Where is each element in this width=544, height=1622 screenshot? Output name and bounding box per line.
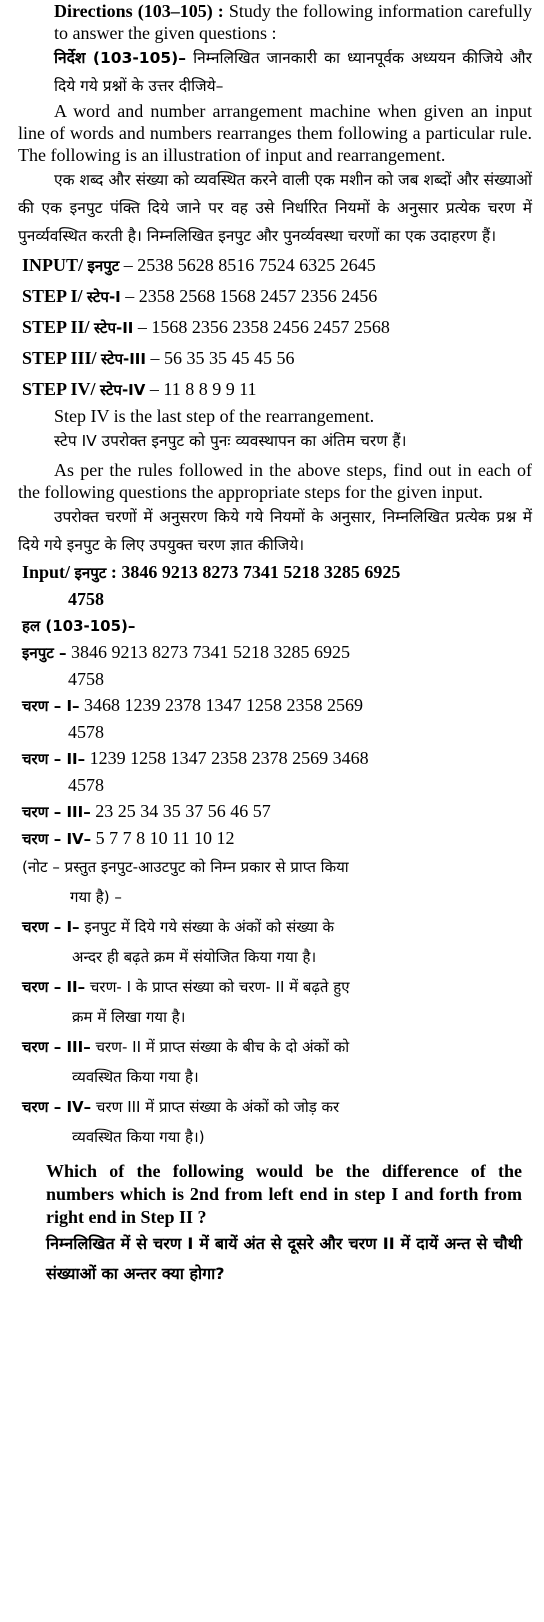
- example-steps: [18, 250, 532, 405]
- intro-english: A word and number arrangement machine when given an input line of words and numbers rearranges them following a particular rule. The following is an illustration of input and rearrangement.: [18, 101, 532, 165]
- note-intro-cont: गया है) –: [70, 888, 122, 906]
- input-value: : 3846 9213 8273 7341 5218 3285 6925: [110, 562, 401, 582]
- solution-step-4: चरण – IV– 5 7 7 8 10 11 10 12: [22, 828, 235, 848]
- rules-english: As per the rules followed in the above steps, find out in each of the following questions the appropriate steps for the given input.: [18, 460, 532, 502]
- directions-label: Directions (103–105) :: [54, 1, 224, 21]
- example-step-2: STEP II/ स्टेप-II – 1568 2356 2358 2456 2457 2568: [22, 317, 390, 337]
- note-item-4: चरण – IV– चरण III में प्राप्त संख्या के अंकों को जोड़ कर: [22, 1098, 340, 1116]
- note: (नोट – प्रस्तुत इनपुट-आउटपुट को निम्न प्रकार से प्राप्त किया गया है) – चरण – I– इनपुट में दिये गये संख्या के अंकों को संख्या के अन्दर ही बढ़ते क्रम में संयोजित किया गया है। चरण – II– चरण- I के प्राप्त संख्या को चरण- II में बढ़ते हुए क्रम में लिखा गया है। चरण – III– चरण- II में प्राप्त संख्या के बीच के दो अंकों को व्यवस्थित किया गया है। चरण – IV– चरण III में प्राप्त संख्या के अंकों को जोड़ कर व्यवस्थित किया गया है।): [18, 852, 532, 1152]
- input-value-cont: 4758: [68, 589, 104, 609]
- note-item-3: चरण – III– चरण- II में प्राप्त संख्या के बीच के दो अंकों को: [22, 1038, 350, 1056]
- example-step-1: STEP I/ स्टेप-I – 2358 2568 1568 2457 2356 2456: [22, 286, 378, 306]
- note-item-1: चरण – I– इनपुट में दिये गये संख्या के अंकों को संख्या के: [22, 918, 334, 936]
- question-english: Which of the following would be the difference of the numbers which is 2nd from left end in step I and forth from right end in Step II ?: [46, 1161, 522, 1227]
- rules-hindi: उपरोक्त चरणों में अनुसरण किये गये नियमों के अनुसार, निम्नलिखित प्रत्येक प्रश्न में दिये गये इनपुट के लिए उपयुक्त चरण ज्ञात कीजिये।: [18, 508, 532, 554]
- example-step-4: STEP IV/ स्टेप-IV – 11 8 8 9 9 11: [22, 379, 257, 399]
- solution: हल (103-105)– इनपुट – 3846 9213 8273 7341 5218 3285 6925 4758 चरण – I– 3468 1239 2378 1347 1258 2358 2569 4578 चरण – II– 1239 1258 1347 2358 2378 2569 3468 4578 चरण – III– 23 25 34 35 37 56 46 57 चरण – IV– 5 7 7 8 10 11 10 12: [18, 612, 532, 852]
- solution-step-3: चरण – III– 23 25 34 35 37 56 46 57: [22, 801, 271, 821]
- note-intro: (नोट – प्रस्तुत इनपुट-आउटपुट को निम्न प्रकार से प्राप्त किया: [22, 858, 349, 876]
- example-step-3: STEP III/ स्टेप-III – 56 35 35 45 45 56: [22, 348, 295, 368]
- directions-text: Study the following information carefully to answer the given questions :: [54, 1, 533, 43]
- directions-hindi-text: निम्नलिखित जानकारी का ध्यानपूर्वक अध्ययन कीजिये और दिये गये प्रश्नों के उत्तर दीजिये–: [54, 49, 532, 95]
- note-item-2: चरण – II– चरण- I के प्राप्त संख्या को चरण- II में बढ़ते हुए: [22, 978, 350, 996]
- directions-english: [18, 0, 532, 44]
- last-step-hindi: स्टेप IV उपरोक्त इनपुट को पुनः व्यवस्थापन का अंतिम चरण हैं।: [54, 432, 407, 450]
- solution-title: हल (103-105)–: [22, 617, 136, 635]
- given-input: [18, 559, 532, 612]
- directions-hindi: [18, 44, 532, 100]
- solution-step-2: चरण – II– 1239 1258 1347 2358 2378 2569 3468: [22, 748, 369, 768]
- last-step-english: Step IV is the last step of the rearrangement.: [54, 406, 375, 426]
- solution-step-input: इनपुट – 3846 9213 8273 7341 5218 3285 6925: [22, 642, 350, 662]
- intro-hindi: एक शब्द और संख्या को व्यवस्थित करने वाली एक मशीन को जब शब्दों और संख्याओं की एक इनपुट पंक्ति दिये जाने पर वह उसे निर्धारित नियमों के अनुसार प्रत्येक चरण में पुनर्व्यवस्थित करती है। निम्नलिखित इनपुट और पुनर्व्यवस्था चरणों का एक उदाहरण हैं।: [18, 171, 532, 245]
- solution-step-1: चरण – I– 3468 1239 2378 1347 1258 2358 2569: [22, 695, 364, 715]
- question-hindi: निम्नलिखित में से चरण I में बायें अंत से दूसरे और चरण II में दायें अन्त से चौथी संख्याओं का अन्तर क्या होगा?: [46, 1234, 522, 1283]
- input-label: Input/: [22, 562, 71, 582]
- example-step-input: INPUT/ इनपुट – 2538 5628 8516 7524 6325 2645: [22, 255, 376, 275]
- question: [18, 1160, 532, 1289]
- input-label-hindi: इनपुट: [74, 564, 107, 582]
- directions-hindi-label: निर्देश (103-105)–: [54, 49, 186, 67]
